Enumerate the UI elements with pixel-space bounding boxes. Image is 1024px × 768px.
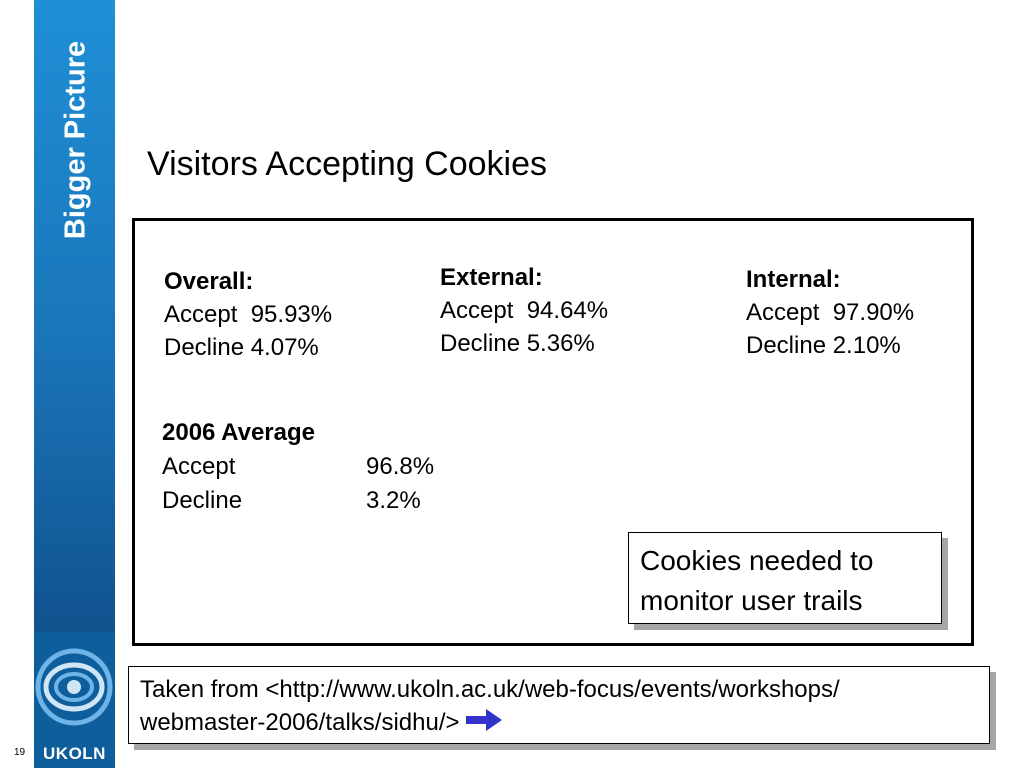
overall-accept: Accept 95.93%: [164, 301, 333, 328]
average-value: 3.2%: [366, 487, 421, 514]
average-label: Accept: [162, 453, 236, 480]
average-row: [162, 450, 434, 484]
overall-decline: Decline 4.07%: [164, 334, 319, 361]
slide-title: Visitors Accepting Cookies: [147, 145, 548, 183]
logo-text: UKOLN: [43, 744, 106, 763]
source-line: [140, 706, 989, 740]
callout-line: Cookies needed to: [640, 545, 874, 576]
internal-stats: [746, 263, 914, 362]
internal-accept: Accept 97.90%: [746, 299, 915, 326]
ukoln-logo: [34, 632, 115, 768]
source-line: Taken from <http://www.ukoln.ac.uk/web-focus/events/workshops/: [140, 676, 840, 703]
average-label: Decline: [162, 487, 243, 514]
average-row: [162, 484, 434, 518]
right-arrow-icon[interactable]: [466, 707, 502, 740]
average-heading: 2006 Average: [162, 419, 315, 446]
sidebar-title: Bigger Picture: [59, 40, 92, 240]
source-box: [128, 666, 990, 744]
external-decline: Decline 5.36%: [440, 330, 595, 357]
callout-line: monitor user trails: [640, 585, 863, 616]
overall-stats: [164, 265, 332, 364]
ukoln-eye-icon: [34, 632, 115, 742]
average-value: 96.8%: [366, 453, 435, 480]
overall-heading: Overall:: [164, 268, 254, 295]
internal-heading: Internal:: [746, 266, 841, 293]
external-accept: Accept 94.64%: [440, 297, 609, 324]
source-link-text[interactable]: webmaster-2006/talks/sidhu/>: [140, 709, 460, 736]
external-stats: [440, 261, 608, 360]
page-number: 19: [14, 747, 26, 758]
external-heading: External:: [440, 264, 543, 291]
average-2006: [162, 416, 434, 518]
cookies-callout: [628, 532, 942, 624]
internal-decline: Decline 2.10%: [746, 332, 901, 359]
